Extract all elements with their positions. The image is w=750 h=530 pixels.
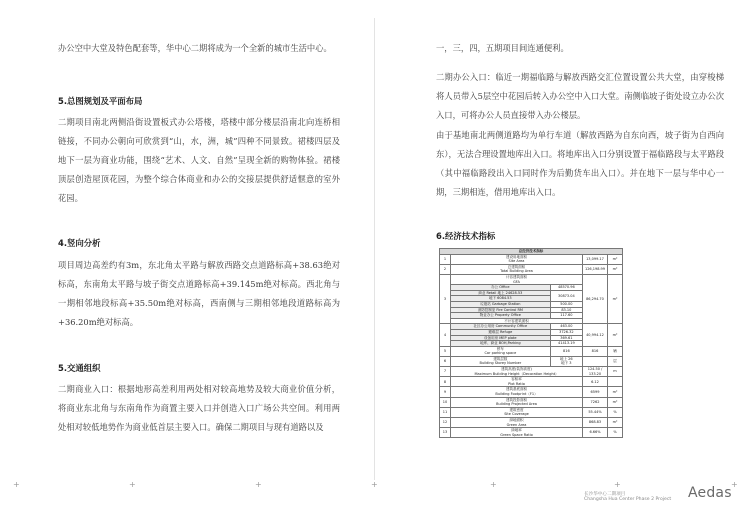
community-value: 463.00 — [550, 324, 582, 330]
section-5-heading: 5.总图规划及平面布局 — [58, 96, 143, 106]
row-label: 建筑投影面积 Building Projected Area — [451, 397, 583, 407]
community-label: 社区办公用房 Community Office — [451, 324, 551, 330]
row-number: 4 — [440, 324, 451, 346]
row-value: 868.83 — [583, 418, 608, 428]
row-number: 1 — [440, 254, 451, 264]
gfa-fire-label: 消防控制室 Fire Control RM — [451, 307, 551, 313]
row-number: 3 — [440, 274, 451, 323]
row-number: 12 — [440, 418, 451, 428]
intro-paragraph-block — [58, 39, 340, 58]
row-unit: m² — [608, 264, 623, 274]
row-number: 6 — [440, 356, 451, 366]
row-unit: % — [608, 428, 623, 438]
traffic-section-heading: 5.交通组织 — [58, 363, 101, 373]
row-value: 126,198.99 — [583, 264, 608, 274]
table-row — [440, 367, 623, 377]
row-unit: 层 — [608, 356, 623, 366]
traffic-section-body: 二期商业入口：根据地形高差利用两处相对较高地势及较大商业价值分析，将商业东北角与东南角作为商置主要入口并创造入口广场公共空间。利用两处相对较低地势作为商业低首层主要入口。确保二期项目与现有道路以及 — [58, 384, 340, 432]
row-value — [583, 356, 608, 366]
gfa-garbage-label: 垃圾站 Garbage Station — [451, 301, 551, 307]
row-value: 6599 — [583, 387, 608, 397]
right-paragraph-1-block — [436, 39, 724, 58]
right-paragraph-3-block — [436, 126, 724, 202]
gfa-retail-below: 地下 6084.53 — [451, 296, 551, 302]
row-unit: m — [608, 367, 623, 377]
row-unit — [608, 377, 623, 387]
row-label: 建设用地面积 Site Area — [451, 254, 583, 264]
row-value: 13,099.17 — [583, 254, 608, 264]
crop-mark: + — [371, 480, 378, 489]
right-paragraph-1: 一，三，四，五期项目间连通便利。 — [436, 43, 569, 53]
row-value: 124.50 / 133.20 — [583, 367, 608, 377]
table-row — [440, 356, 623, 366]
section-6-heading: 6.经济技术指标 — [436, 231, 496, 241]
table-row — [440, 397, 623, 407]
page-divider — [374, 18, 375, 480]
row-number: 8 — [440, 377, 451, 387]
aedas-logo: Aedas — [688, 485, 732, 501]
table-row — [440, 428, 623, 438]
crop-mark: + — [129, 480, 136, 489]
gfa-office-value: 48570.96 — [550, 285, 582, 291]
gfa-property-value: 117.60 — [550, 313, 582, 319]
row-label: 建筑高度(装饰高度) Maximum Building Height（Decoration Height） — [451, 367, 583, 377]
non-gfa-label: 不计容建筑面积 — [451, 318, 583, 324]
refuge-value: 3726.32 — [550, 329, 582, 335]
section-4-heading: 4.竖向分析 — [58, 238, 101, 248]
row-label: 绿地面积 Green Area — [451, 418, 583, 428]
crop-mark: + — [490, 480, 497, 489]
crop-mark: + — [614, 480, 621, 489]
row-label: 建筑密度 Site Coverage — [451, 407, 583, 417]
row-number: 7 — [440, 367, 451, 377]
row-unit: m² — [608, 324, 623, 346]
row-label: 总建筑面积 Total Building Area — [451, 264, 583, 274]
row-unit: m² — [608, 274, 623, 323]
project-name-en: Changsha Hua Center Phase 2 Project — [584, 497, 672, 502]
crop-mark: + — [13, 480, 20, 489]
row-value: 6.66% — [583, 428, 608, 438]
row-value: 7262 — [583, 397, 608, 407]
row-value: 86,294.70 — [583, 274, 608, 323]
row-number: 2 — [440, 264, 451, 274]
boh-label: 地库、商业 BOH,Parking — [451, 341, 551, 347]
right-paragraph-2: 二期办公入口：临近一期福临路与解放西路交汇位置设置公共大堂，由穿梭梯将人员带入5层空中花园后转入办公空中入口大堂。南侧临坡子街处设立办公次入口，可将办公人员直接带入办公楼层。 — [436, 72, 724, 120]
table-row — [440, 254, 623, 264]
row-unit: m² — [608, 254, 623, 264]
row-label: 容积率 Plot Ratio — [451, 377, 583, 387]
gfa-office-label: 办公 Office — [451, 285, 551, 291]
row-unit: m² — [608, 418, 623, 428]
section-5-body-block — [58, 113, 340, 208]
economic-indicators-table — [439, 248, 623, 438]
row-label: 建筑基底面积 Building Footprint（F1） — [451, 387, 583, 397]
row-unit: 辆 — [608, 346, 623, 356]
section-4-body: 项目周边高差约有3m，东北角太平路与解放西路交点道路标高+38.63绝对标高，东南角太平路与坡子街交点道路标高+39.145m绝对标高。西北角与一期相邻地段标高+35.50m绝对标高，西南侧与三期相邻地段道路标高为+36.20m绝对标高。 — [58, 260, 340, 327]
row-number: 10 — [440, 397, 451, 407]
gfa-fire-value: 83.10 — [550, 307, 582, 313]
table-row — [440, 407, 623, 417]
row-label: 绿地率 Green Space Ratio — [451, 428, 583, 438]
table-row — [440, 274, 623, 284]
mep-value: 369.61 — [550, 335, 582, 341]
crop-mark: + — [255, 480, 262, 489]
row-value: 40,994.12 — [583, 324, 608, 346]
gfa-garbage-value: 500.00 — [550, 301, 582, 307]
row-number: 9 — [440, 387, 451, 397]
row-unit: % — [608, 407, 623, 417]
gfa-property-label: 物业办公 Property Office — [451, 313, 551, 319]
row-value: 6.12 — [583, 377, 608, 387]
right-paragraph-2-block — [436, 68, 724, 125]
section-5-body: 二期项目南北两侧沿街设置板式办公塔楼，塔楼中部分楼层沿南北向连桥相链接，不同办公朝向可欣赏到“山，水，洲，城”四种不同景致。裙楼四层及地下一层为商业功能，围绕“艺术、人文、自然”呈现全新的购物体验。裙楼顶层创造屋顶花园，为整个综合体商业和办公的交接层提供舒适惬意的室外花园。 — [58, 117, 340, 203]
intro-paragraph: 办公空中大堂及特色配套等，华中心二期将成为一个全新的城市生活中心。 — [58, 43, 332, 53]
table-row — [440, 387, 623, 397]
row-number: 11 — [440, 407, 451, 417]
row-label: 建筑层数 Building Storey Number — [451, 356, 551, 366]
table-row — [440, 346, 623, 356]
project-name-cn: 长沙华中心二期项目 — [584, 492, 626, 497]
row-unit: m² — [608, 387, 623, 397]
row-label: 计容建筑面积 GFA — [451, 274, 583, 284]
table-row — [440, 264, 623, 274]
table-title: 总经济技术指标 — [440, 249, 623, 255]
row-value: 816 — [583, 346, 608, 356]
row-label: 停车 Car parking space — [451, 346, 551, 356]
row-unit: m² — [608, 397, 623, 407]
gfa-retail-total: 30873.04 — [550, 290, 582, 301]
row-number: 5 — [440, 346, 451, 356]
table-row — [440, 418, 623, 428]
row-value: 55.44% — [583, 407, 608, 417]
section-4-body-block — [58, 256, 340, 332]
crop-mark: + — [731, 480, 738, 489]
gfa-retail-label: 商业 Retail 地上 24628.53 — [451, 290, 551, 296]
table-row — [440, 377, 623, 387]
storey-values: 地上 26 地下 3 — [550, 356, 582, 366]
right-paragraph-3: 由于基地南北两侧道路均为单行车道（解放西路为自东向西，坡子街为自西向东），无法合理设置地库出入口。将地库出入口分别设置于福临路段与太平路段（其中福临路段出入口同时作为后勤货车出入口）。并在地下一层与华中心一期，三期相连，借用地库出入口。 — [436, 130, 724, 197]
boh-value: 41413.19 — [550, 341, 582, 347]
traffic-section-body-block — [58, 380, 340, 437]
row-number: 13 — [440, 428, 451, 438]
parking-sub-value: 816 — [550, 346, 582, 356]
refuge-label: 避难层 Refuge — [451, 329, 551, 335]
mep-label: 设备用房 MEP plate — [451, 335, 551, 341]
